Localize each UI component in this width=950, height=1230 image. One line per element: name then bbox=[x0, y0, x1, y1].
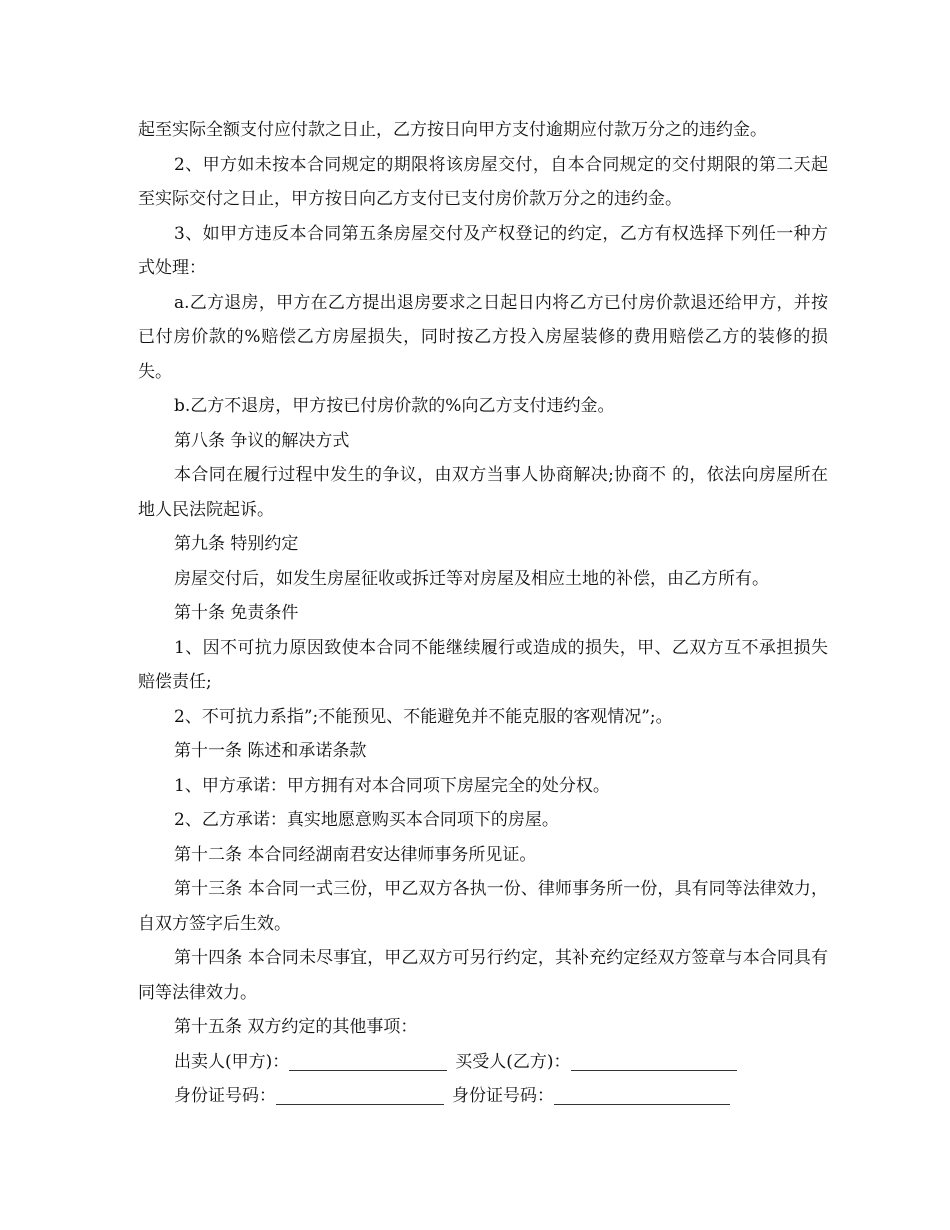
paragraph-overdue-penalty: 起至实际全额支付应付款之日止，乙方按日向甲方支付逾期应付款万分之的违约金。 bbox=[138, 120, 767, 140]
article-8-heading: 第八条 争议的解决方式 bbox=[174, 430, 350, 451]
article-10-heading: 第十条 免责条件 bbox=[174, 603, 299, 623]
paragraph-delivery-penalty: 2、甲方如未按本合同规定的期限将该房屋交付，自本合同规定的交付期限的第二天起至实际交付之日止，甲方按日向乙方支付已支付房价款万分之的违约金。 bbox=[138, 154, 828, 209]
paragraph-dispute: 本合同在履行过程中发生的争议，由双方当事人协商解决;协商不 的，依法向房屋所在地人民法院起诉。 bbox=[138, 465, 828, 520]
paragraph-force-majeure: 1、因不可抗力原因致使本合同不能继续履行或造成的损失，甲、乙双方互不承担损失赔偿责任; bbox=[138, 637, 828, 692]
seller-label: 出卖人(甲方)： bbox=[174, 1051, 290, 1072]
paragraph-force-majeure-definition: 2、不可抗力系指”;不能预见、不能避免并不能克服的客观情况”;。 bbox=[174, 706, 673, 727]
seller-id-blank[interactable] bbox=[276, 1084, 444, 1105]
paragraph-buyer-promise: 2、乙方承诺：真实地愿意购买本合同项下的房屋。 bbox=[174, 810, 559, 830]
buyer-id-label: 身份证号码： bbox=[452, 1086, 554, 1106]
paragraph-option-b: b.乙方不退房，甲方按已付房价款的%向乙方支付违约金。 bbox=[174, 396, 615, 416]
seller-signature-blank[interactable] bbox=[289, 1050, 447, 1071]
seller-id-label: 身份证号码： bbox=[174, 1086, 276, 1106]
article-13: 第十三条 本合同一式三份，甲乙双方各执一份、律师事务所一份，具有同等法律效力，自双方签字后生效。 bbox=[138, 879, 828, 934]
paragraph-option-a: a.乙方退房，甲方在乙方提出退房要求之日起日内将乙方已付房价款退还给甲方，并按已付房价款的%赔偿乙方房屋损失，同时按乙方投入房屋装修的费用赔偿乙方的装修的损失。 bbox=[138, 292, 828, 382]
paragraph-special-agreement: 房屋交付后，如发生房屋征收或拆迁等对房屋及相应土地的补偿，由乙方所有。 bbox=[174, 568, 769, 589]
article-9-heading: 第九条 特别约定 bbox=[174, 534, 299, 554]
article-12: 第十二条 本合同经湖南君安达律师事务所见证。 bbox=[174, 844, 537, 865]
buyer-id-blank[interactable] bbox=[554, 1084, 730, 1105]
paragraph-breach-options: 3、如甲方违反本合同第五条房屋交付及产权登记的约定，乙方有权选择下列任一种方式处理： bbox=[138, 223, 828, 278]
buyer-signature-blank[interactable] bbox=[571, 1050, 737, 1071]
article-11-heading: 第十一条 陈述和承诺条款 bbox=[174, 741, 367, 761]
article-14: 第十四条 本合同未尽事宜，甲乙双方可另行约定，其补充约定经双方签章与本合同具有同等法律效力。 bbox=[138, 948, 828, 1003]
signature-row-id bbox=[138, 1079, 828, 1114]
buyer-label: 买受人(乙方)： bbox=[455, 1051, 571, 1072]
article-15: 第十五条 双方约定的其他事项： bbox=[174, 1017, 418, 1037]
signature-row-parties bbox=[138, 1045, 828, 1080]
contract-body bbox=[138, 113, 828, 1114]
paragraph-seller-promise: 1、甲方承诺：甲方拥有对本合同项下房屋完全的处分权。 bbox=[174, 775, 610, 796]
